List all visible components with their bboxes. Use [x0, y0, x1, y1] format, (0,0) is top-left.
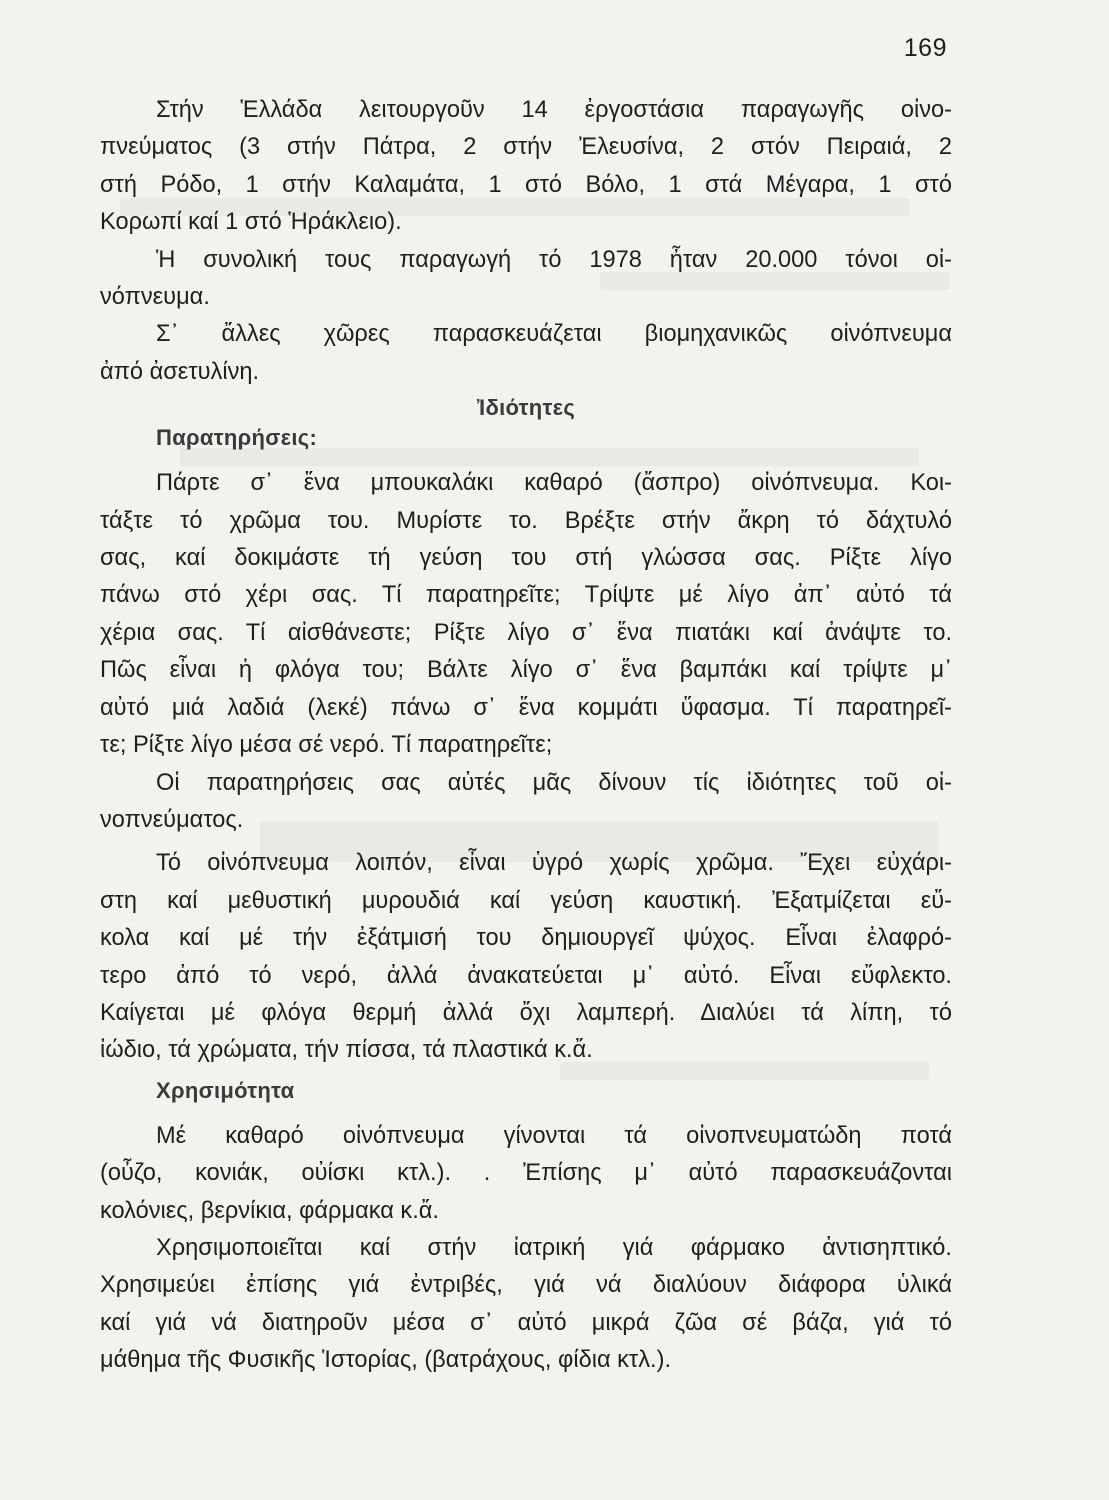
text-line: Χρησιμοποιεῖται καί στήν ἰατρική γιά φάρμακο ἀντισηπτικό. [156, 1234, 952, 1261]
paragraph-other-countries [100, 316, 952, 391]
text-line: καί γιά νά διατηροῦν μέσα σ᾿ αὐτό μικρά ζῶα σέ βάζα, γιά τό [100, 1309, 952, 1336]
text-line: νοπνεύματος. [100, 806, 244, 833]
text-line: τε; Ρίξτε λίγο μέσα σέ νερό. Τί παρατηρεῖτε; [100, 732, 553, 759]
page-number: 169 [903, 34, 947, 62]
text-line: Καίγεται μέ φλόγα θερμή ἀλλά ὄχι λαμπερή. Διαλύει τά λίπη, τό [100, 999, 952, 1026]
subheading-usefulness: Χρησιμότητα [156, 1077, 295, 1103]
text-line: Τό οἰνόπνευμα λοιπόν, εἶναι ὑγρό χωρίς χρῶμα. Ἔχει εὐχάρι- [156, 850, 952, 877]
paragraph-production [100, 242, 952, 317]
text-line: αὐτό μιά λαδιά (λεκέ) πάνω σ᾿ ἕνα κομμάτι ὕφασμα. Τί παρατηρεῖ- [100, 694, 952, 721]
text-line: Μέ καθαρό οἰνόπνευμα γίνονται τά οἰνοπνευματώδη ποτά [156, 1122, 952, 1149]
text-line: Χρησιμεύει ἐπίσης γιά ἐντριβές, γιά νά διαλύουν διάφορα ὑλικά [100, 1272, 952, 1299]
text-line: Πάρτε σ᾿ ἕνα μπουκαλάκι καθαρό (ἄσπρο) οἰνόπνευμα. Κοι- [156, 470, 952, 497]
text-line: στη καί μεθυστική μυρουδιά καί γεύση καυστική. Ἐξατμίζεται εὔ- [100, 887, 952, 914]
text-line: μάθημα τῆς Φυσικῆς Ἱστορίας, (βατράχους, φίδια κτλ.). [100, 1347, 672, 1374]
text-line: στή Ρόδο, 1 στήν Καλαμάτα, 1 στό Βόλο, 1 στά Μέγαρα, 1 στό [100, 171, 952, 198]
subheading-observations: Παρατηρήσεις: [156, 425, 318, 451]
text-line: Οἱ παρατηρήσεις σας αὐτές μᾶς δίνουν τίς ἰδιότητες τοῦ οἰ- [156, 769, 952, 796]
text-line: χέρια σας. Τί αἰσθάνεστε; Ρίξτε λίγο σ᾿ ἕνα πιατάκι καί ἀνάψτε το. [100, 619, 952, 646]
text-line: πνεύματος (3 στήν Πάτρα, 2 στήν Ἐλευσίνα, 2 στόν Πειραιά, 2 [100, 134, 952, 161]
text-line: πάνω στό χέρι σας. Τί παρατηρεῖτε; Τρίψτε μέ λίγο ἀπ᾿ αὐτό τά [100, 582, 952, 609]
text-line: κολόνιες, βερνίκια, φάρμακα κ.ἄ. [100, 1197, 439, 1224]
paragraph-experiment [100, 465, 952, 764]
text-line: Ἡ συνολική τους παραγωγή τό 1978 ἦταν 20.000 τόνοι οἰ- [156, 246, 952, 273]
text-line: ἀπό ἀσετυλίνη. [100, 358, 260, 385]
paragraph-description [100, 845, 952, 1069]
paragraph-medical [100, 1230, 952, 1380]
text-line: κολα καί μέ τήν ἐξάτμισή του δημιουργεῖ ψύχος. Εἶναι ἐλαφρό- [100, 925, 952, 952]
paragraph-drinks [100, 1118, 952, 1230]
main-text [100, 92, 952, 1380]
text-line: Πῶς εἶναι ἡ φλόγα του; Βάλτε λίγο σ᾿ ἕνα βαμπάκι καί τρίψτε μ᾿ [100, 657, 952, 684]
text-line: τερο ἀπό τό νερό, ἀλλά ἀνακατεύεται μ᾿ αὐτό. Εἶναι εὔφλεκτο. [100, 962, 952, 989]
text-line: τάξτε τό χρῶμα του. Μυρίστε το. Βρέξτε στήν ἄκρη τό δάχτυλό [100, 507, 952, 534]
text-line: σας, καί δοκιμάστε τή γεύση του στή γλώσσα σας. Ρίξτε λίγο [100, 545, 952, 572]
paragraph-factories [100, 92, 952, 242]
section-heading-properties: Ἰδιότητες [476, 395, 576, 421]
text-line: νόπνευμα. [100, 284, 210, 311]
paragraph-observations-result [100, 765, 952, 840]
text-line: Σ᾿ ἄλλες χῶρες παρασκευάζεται βιομηχανικῶς οἰνόπνευμα [156, 321, 952, 348]
text-line: (οὖζο, κονιάκ, οὐίσκι κτλ.). . Ἐπίσης μ᾿ αὐτό παρασκευάζονται [100, 1160, 952, 1187]
text-line: Κορωπί καί 1 στό Ἡράκλειο). [100, 209, 402, 236]
text-line: ἰώδιο, τά χρώματα, τήν πίσσα, τά πλαστικά κ.ἄ. [100, 1037, 593, 1064]
text-line: Στήν Ἑλλάδα λειτουργοῦν 14 ἐργοστάσια παραγωγῆς οἰνο- [156, 97, 952, 123]
